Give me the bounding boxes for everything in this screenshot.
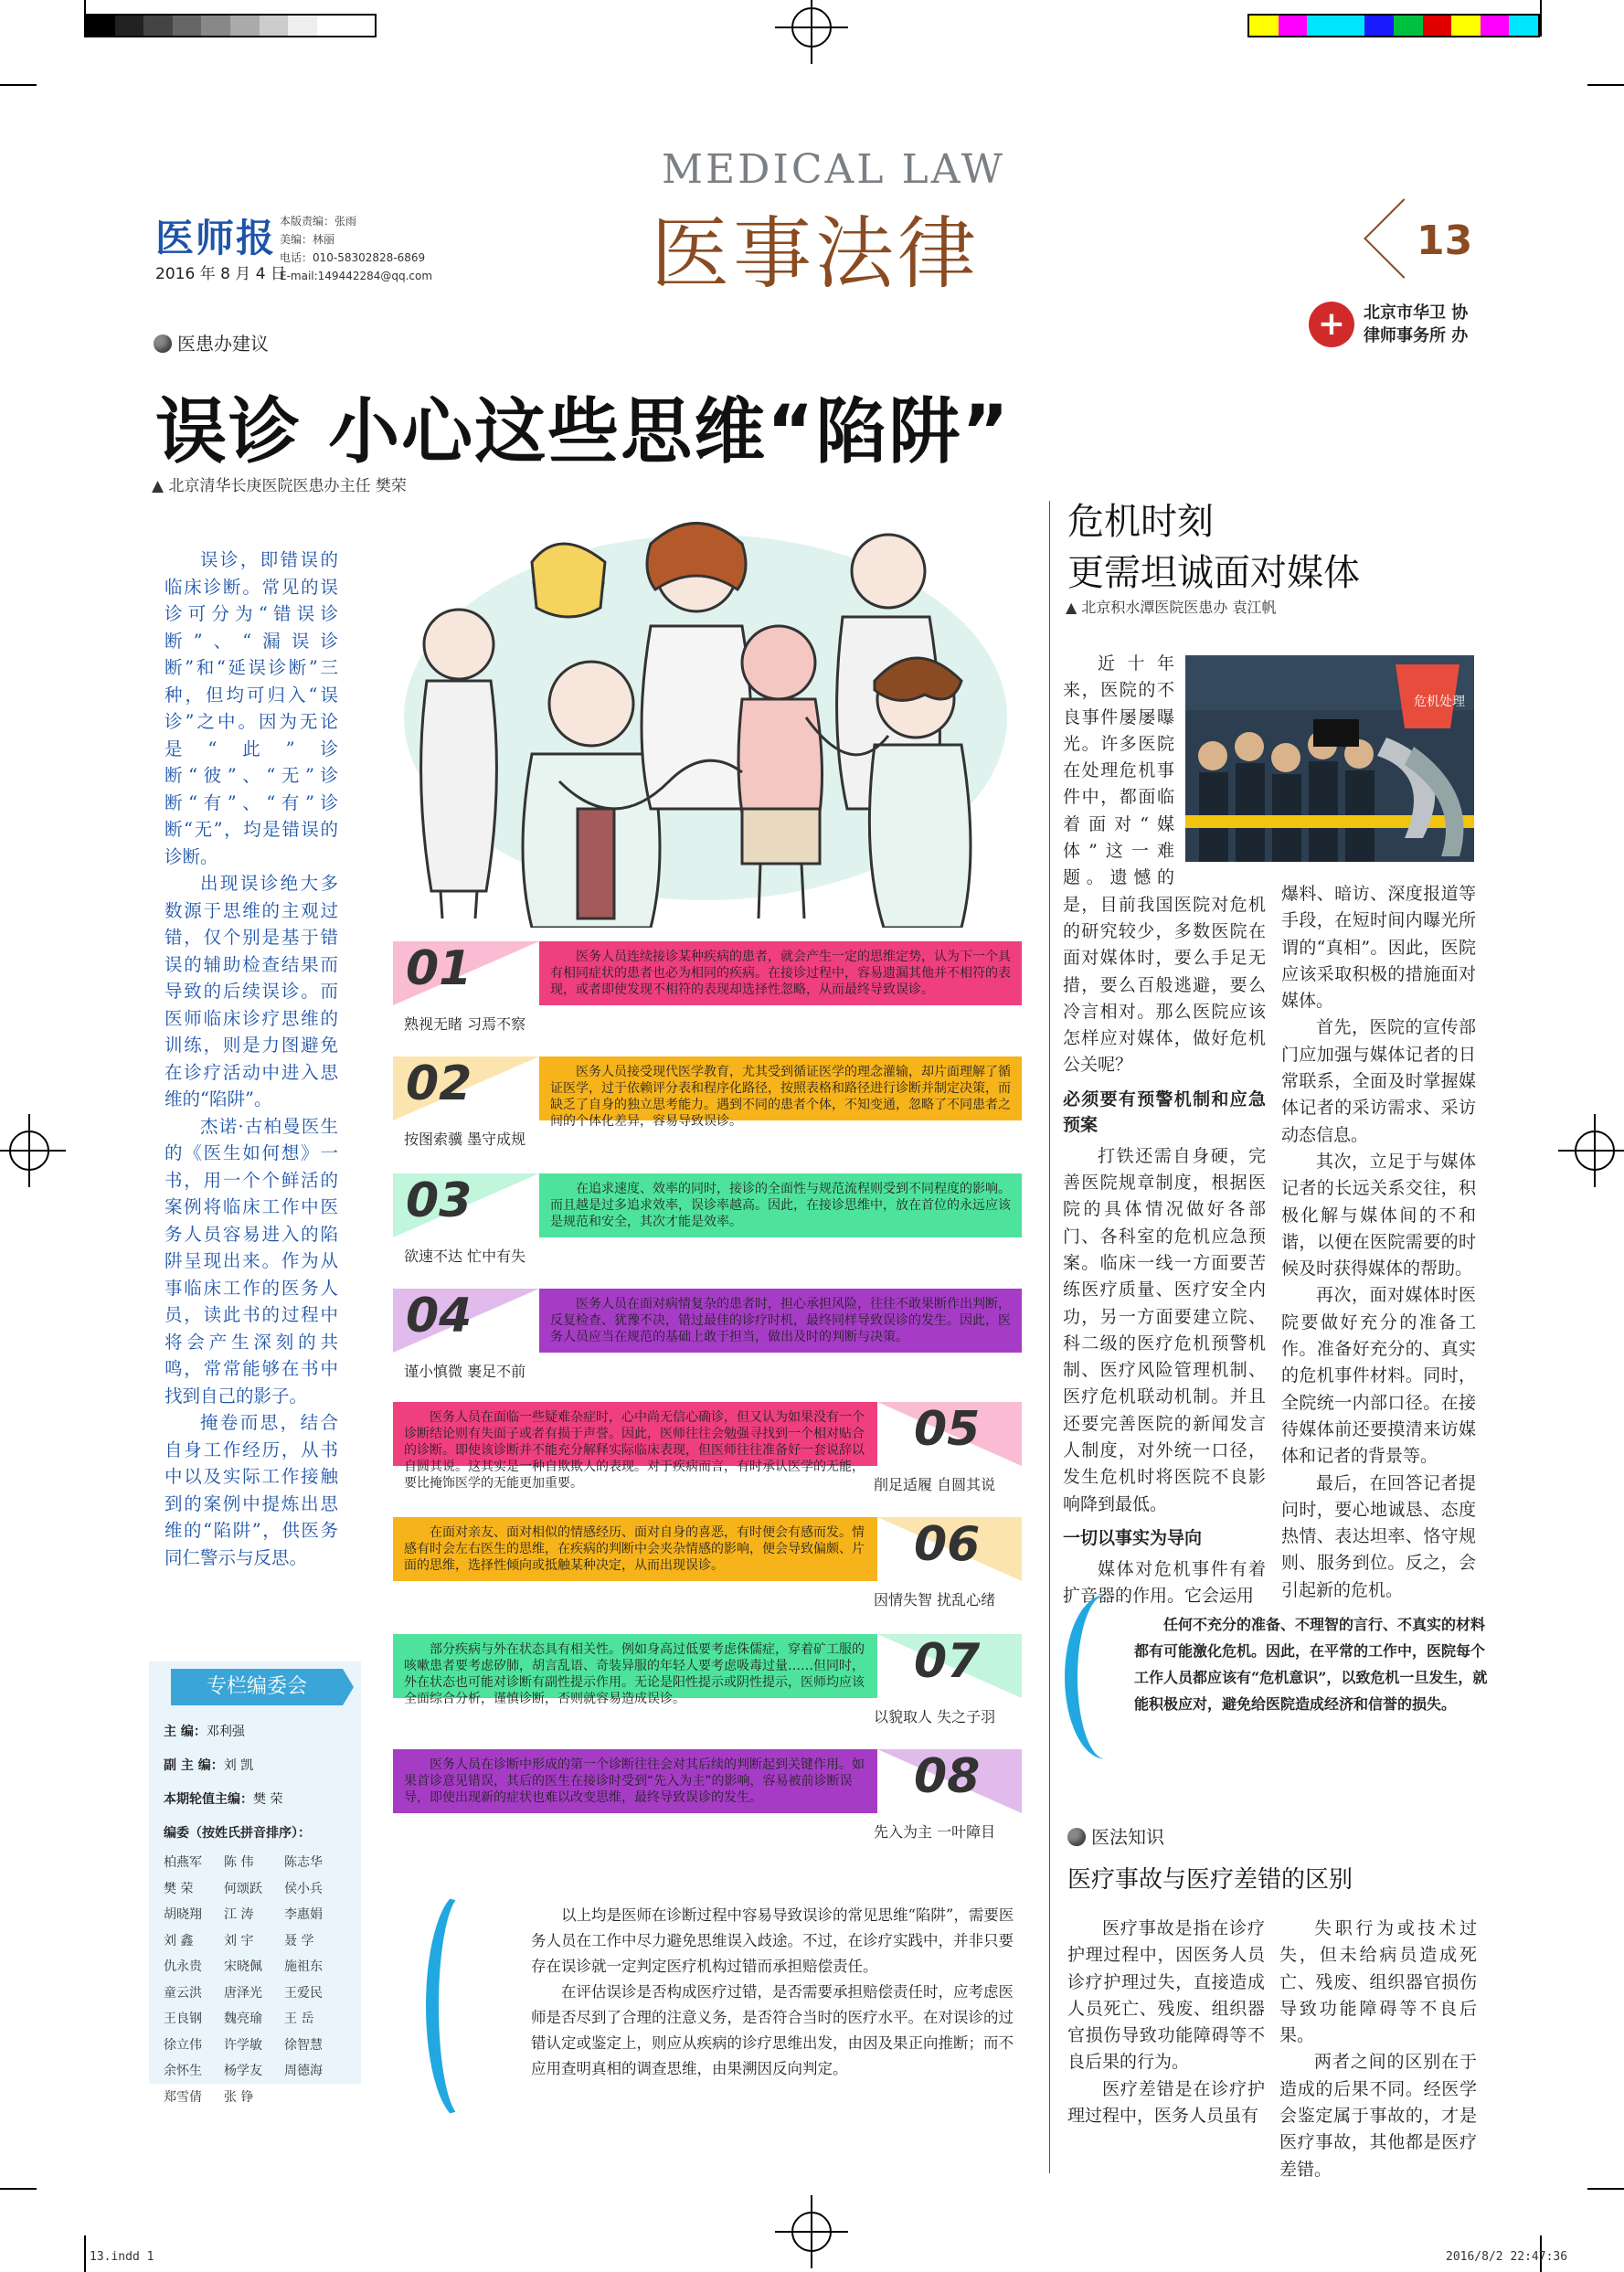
bullet-icon: [154, 334, 172, 353]
trap-title: 先入为主 一叶障目: [874, 1823, 996, 1841]
article2-col1: [1063, 651, 1266, 1610]
paragraph: 媒体对危机事件有着扩音器的作用。它会运用: [1063, 1558, 1266, 1607]
paragraph: 在评估误诊是否构成医疗过错，是否需要承担赔偿责任时，应考虑医师是否尽到了合理的注意义务，是否符合当时的医疗水平。在对误诊的过错认定或鉴定上，则应从疾病的诊疗思维出发，由因及果正向推断；而不应用查明真相的调查思维，由果溯因反向判定。: [531, 1983, 1014, 2077]
committee-row: [164, 1722, 245, 1740]
article3-col1: [1067, 1916, 1265, 2129]
sponsor-line: 北京市华卫 协: [1364, 303, 1469, 323]
committee-row: [164, 1756, 253, 1774]
trap-description: 医务人员连续接诊某种疾病的患者，就会产生一定的思维定势，认为下一个具有相同症状的患者也必为相同的疾病。在接诊过程中，容易遗漏其他并不相符的表现，或者即使发现不相符的表现却选择性忽略，从而最终导致误诊。: [539, 941, 1022, 1005]
committee-member: 郑雪倩: [164, 2089, 202, 2105]
trap-number: 06: [914, 1517, 981, 1572]
registration-gray-bar: [84, 14, 377, 37]
crosshair-bottom-icon: [791, 2212, 832, 2252]
article3-title: 医疗事故与医疗差错的区别: [1067, 1866, 1353, 1894]
article3-col2: [1279, 1916, 1477, 2183]
trap-card: [393, 1634, 1022, 1729]
article2-title: [1067, 496, 1360, 599]
committee-row: [164, 1823, 311, 1842]
committee-member: 李惠娟: [284, 1907, 323, 1922]
photo-sign-text: 危机处理: [1414, 695, 1465, 709]
paragraph: 掩卷而思，结合自身工作经历，从书中以及实际工作接触到的案例中提炼出思维的“陷阱”，供医务同仁警示与反思。: [165, 1412, 338, 1568]
crop-mark: [1587, 2188, 1624, 2190]
headline: 误诊 小心这些思维“陷阱”: [155, 391, 1011, 473]
trap-number: 02: [406, 1056, 472, 1111]
committee-member: 柏燕军: [164, 1855, 202, 1870]
meta-line: 本版责编：张雨: [280, 215, 357, 228]
quote-text: [1134, 1611, 1489, 1717]
doctors-cartoon-illustration: [377, 507, 1035, 928]
article-tag: [154, 329, 269, 356]
trap-title: 削足适履 自圆其说: [874, 1476, 996, 1493]
editorial-committee: [149, 1662, 361, 2105]
trap-description: 医务人员接受现代医学教育，尤其受到循证医学的理念灌输，却片面理解了循证医学，过于依赖评分表和程序化路径，按照表格和路径进行诊断并制定决策，而缺乏了自身的独立思考能力。遇到不同的患者个体，不知变通，忽略了不同患者之间的个体化差异，容易导致误诊。: [539, 1056, 1022, 1120]
meta-line: E-mail:149442284@qq.com: [280, 270, 433, 282]
trap-description: 在面对亲友、面对相似的情感经历、面对自身的喜恶，有时便会有感而发。情感有时会左右医生的思维，在疾病的判断中会夹杂情感的影响，便会导致偏颇、片面的思维，选择性倾向或抵触某种决定，从而出现误诊。: [393, 1517, 877, 1581]
paragraph: 再次，面对媒体时医院要做好充分的准备工作。准备好充分的、真实的危机事件材料。同时，全院统一内部口径。在接待媒体前还要摸清来访媒体和记者的背景等。: [1281, 1285, 1476, 1467]
paragraph: 其次，立足于与媒体记者的长远关系交往，积极化解与媒体间的不和谐，以便在医院需要的时候及时获得媒体的帮助。: [1281, 1151, 1476, 1279]
committee-label: 本期轮值主编：: [164, 1792, 253, 1807]
committee-member: 张 铮: [224, 2089, 254, 2105]
print-timestamp: 2016/8/2 22:47:36: [1446, 2250, 1568, 2264]
article3-tag-label: 医法知识: [1091, 1826, 1164, 1848]
trap-number: 07: [914, 1634, 981, 1689]
committee-member: 陈 伟: [224, 1855, 254, 1870]
byline: ▲ 北京清华长庚医院医患办主任 樊荣: [152, 477, 407, 495]
crop-mark: [0, 2188, 37, 2190]
committee-member: 童云洪: [164, 1985, 202, 2001]
article-tag-label: 医患办建议: [177, 333, 269, 355]
committee-member: 侯小兵: [284, 1881, 323, 1896]
trap-card: [393, 1173, 1022, 1269]
committee-member: 刘 宇: [224, 1933, 254, 1948]
committee-member: 宋晓佩: [224, 1959, 262, 1974]
committee-member: 仇永贵: [164, 1959, 202, 1974]
committee-member: 徐智慧: [284, 2037, 323, 2053]
crop-mark: [1587, 84, 1624, 86]
committee-member: 陈志华: [284, 1855, 323, 1870]
committee-member: 施祖东: [284, 1959, 323, 1974]
committee-member: 王爱民: [284, 1985, 323, 2001]
paragraph: 任何不充分的准备、不理智的言行、不真实的材料都有可能激化危机。因此，在平常的工作中，医院每个工作人员都应该有“危机意识”，以致危机一旦发生，就能积极应对，避免给医院造成经济和信誉的损失。: [1134, 1616, 1488, 1713]
committee-member: 何颂跃: [224, 1881, 262, 1896]
trap-title: 以貌取人 失之子羽: [874, 1708, 996, 1725]
bullet-icon: [1067, 1828, 1086, 1846]
trap-title: 欲速不达 忙中有失: [404, 1247, 526, 1265]
committee-member: 魏亮瑜: [224, 2012, 262, 2026]
meta-line: 美编：林丽: [280, 233, 335, 246]
page-number: 13: [1417, 218, 1473, 264]
trap-title: 熟视无睹 习焉不察: [404, 1015, 526, 1033]
committee-member: 余怀生: [164, 2064, 202, 2078]
committee-label: 副 主 编：: [164, 1758, 224, 1773]
article3-tag: [1067, 1822, 1164, 1849]
crosshair-right-icon: [1575, 1131, 1615, 1171]
newspaper-logo: 医师报: [155, 216, 277, 260]
trap-description: 部分疾病与外在状态具有相关性。例如身高过低要考虑侏儒症，穿着矿工服的咳嗽患者要考虑矽肺，胡言乱语、奇装异服的年轻人要考虑吸毒过量……但同时，外在状态也可能对诊断有副性提示作用。无论是阳性提示或阴性提示，医师均应该全面综合分析，谨慎诊断，否则就容易造成误诊。: [393, 1634, 877, 1698]
trap-description: 医务人员在诊断中形成的第一个诊断往往会对其后续的判断起到关键作用。如果首诊意见错误，其后的医生在接诊时受到“先入为主”的影响，容易被前诊断误导，即使出现新的症状也难以改变思维，最终导致误诊的发生。: [393, 1749, 877, 1813]
committee-member: 徐立伟: [164, 2037, 202, 2053]
committee-value: 刘 凯: [223, 1758, 254, 1773]
editor-meta: [280, 212, 432, 285]
file-info: 13.indd 1: [90, 2250, 154, 2264]
trap-description: 医务人员在面对病情复杂的患者时，担心承担风险，往往不敢果断作出判断，反复检查、犹豫不决，错过最佳的诊疗时机，最终同样导致误诊的发生。因此，医务人员应当在规范的基础上敢于担当，做出及时的判断与决策。: [539, 1289, 1022, 1353]
paragraph: 两者之间的区别在于造成的后果不同。经医学会鉴定属于事故的，才是医疗事故，其他都是医疗差错。: [1279, 2052, 1477, 2180]
paragraph: 出现误诊绝大多数源于思维的主观过错，仅个别是基于错误的辅助检查结果而导致的后续误诊。而医师临床诊疗思维的训练，则是力图避免在诊疗活动中进入思维的“陷阱”。: [165, 873, 338, 1109]
committee-member: 唐泽光: [224, 1985, 262, 2001]
committee-members: [164, 1850, 356, 2110]
section-title-cn: 医事法律: [651, 208, 980, 300]
trap-title: 因情失智 扰乱心绪: [874, 1591, 996, 1608]
committee-member: 聂 学: [284, 1933, 314, 1948]
crop-mark: [84, 2235, 86, 2272]
crosshair-left-icon: [9, 1131, 49, 1171]
title-line: 危机时刻: [1067, 501, 1214, 543]
crop-mark: [84, 0, 86, 37]
section-title-en: MEDICAL LAW: [662, 146, 1005, 193]
paragraph: 爆料、暗访、深度报道等手段，在短时间内曝光所谓的“真相”。因此，医院应该采取积极的措施面对媒体。: [1281, 884, 1476, 1012]
crop-mark: [1540, 0, 1542, 37]
trap-title: 谨小慎微 裹足不前: [404, 1363, 526, 1380]
trap-number: 01: [406, 941, 472, 996]
law-firm-logo-icon: [1309, 302, 1354, 347]
trap-card: [393, 1402, 1022, 1497]
publication-date: 2016 年 8 月 4 日: [155, 265, 286, 283]
crosshair-top-icon: [791, 7, 832, 48]
paragraph: 医疗事故是指在诊疗护理过程中，因医务人员诊疗护理过失，直接造成人员死亡、残废、组织器官损伤导致功能障碍等不良后果的行为。: [1067, 1918, 1265, 2073]
committee-member: 樊 荣: [164, 1881, 194, 1896]
crop-mark: [0, 84, 37, 86]
committee-label: 编委（按姓氏拼音排序）：: [164, 1826, 311, 1841]
intro-column: [165, 547, 338, 1571]
sponsor-line: 律师事务所 办: [1364, 326, 1469, 345]
committee-value: 邓利强: [206, 1725, 245, 1739]
trap-description: 在追求速度、效率的同时，接诊的全面性与规范流程则受到不同程度的影响。而且越是过多追求效率，误诊率越高。因此，在接诊思维中，放在首位的永远应该是规范和安全，其次才能是效率。: [539, 1173, 1022, 1237]
committee-member: 王良钢: [164, 2012, 202, 2026]
photo-float-spacer: [1174, 651, 1266, 868]
subheading: 一切以事实为导向: [1063, 1527, 1203, 1548]
paragraph: 以上均是医师在诊断过程中容易导致误诊的常见思维“陷阱”，需要医务人员在工作中尽力避免思维误入歧途。不过，在诊疗实践中，并非只要存在误诊就一定判定医疗机构过错而承担赔偿责任。: [531, 1906, 1014, 1975]
trap-card: [393, 1517, 1022, 1612]
trap-number: 04: [406, 1289, 472, 1343]
summary-note: [426, 1892, 1038, 2120]
committee-member: 胡晓翔: [164, 1907, 202, 1922]
subheading: 必须要有预警机制和应急预案: [1063, 1088, 1266, 1135]
committee-member: 刘 鑫: [164, 1933, 194, 1948]
title-line: 更需坦诚面对媒体: [1067, 552, 1360, 594]
trap-number: 05: [914, 1402, 981, 1457]
committee-row: [164, 1789, 282, 1808]
trap-card: [393, 1289, 1022, 1384]
column-divider: [1049, 501, 1050, 2173]
trap-number: 03: [406, 1173, 472, 1228]
summary-text: [531, 1903, 1024, 2082]
article2-quote: [1065, 1595, 1488, 1768]
committee-member: 许学敏: [224, 2037, 262, 2053]
committee-member: 江 涛: [224, 1907, 254, 1922]
paragraph: 失职行为或技术过失，但未给病员造成死亡、残废、组织器官损伤导致功能障碍等不良后果。: [1279, 1918, 1477, 2046]
trap-title: 按图索骥 墨守成规: [404, 1131, 526, 1148]
meta-line: 电话：010-58302828-6869: [280, 251, 426, 264]
paragraph: 首先，医院的宣传部门应加强与媒体记者的日常联系，全面及时掌握媒体记者的采访需求、采访动态信息。: [1281, 1017, 1476, 1145]
paragraph: 医疗差错是在诊疗护理过程中，医务人员虽有: [1067, 2078, 1265, 2127]
registration-color-bar: [1247, 14, 1540, 37]
sponsor-credit: [1364, 302, 1468, 347]
committee-member: 周德海: [284, 2064, 323, 2078]
paragraph: 杰诺·古柏曼医生的《医生如何想》一书，用一个个鲜活的案例将临床工作中医务人员容易进入的陷阱呈现出来。作为从事临床工作的医务人员，读此书的过程中将会产生深刻的共鸣，常常能够在书中找到自己的影子。: [165, 1115, 338, 1407]
article2-col2: [1281, 881, 1476, 1604]
trap-card: [393, 1056, 1022, 1152]
trap-description: 医务人员在面临一些疑难杂症时，心中尚无信心确诊，但又认为如果没有一个诊断结论则有失面子或者有损于声誉。因此，医师往往会勉强寻找到一个相对贴合的诊断。即使该诊断并不能充分解释实际临床表现，但医师往往准备好一套说辞以自圆其说。这其实是一种自欺欺人的表现。对于疾病而言，有时承认医学的无能，要比掩饰医学的无能更加重要。: [393, 1402, 877, 1466]
trap-card: [393, 1749, 1022, 1844]
trap-number: 08: [914, 1749, 981, 1804]
paragraph: 近十年来，医院的不良事件屡屡曝光。许多医院在处理危机事件中，都面临着面对“媒体”这一难题。遗憾的是，目前我国医院对危机的研究较少，多数医院在面对媒体时，要么手足无措，要么百般逃避，要么冷言相对。那么医院应该怎样应对媒体，做好危机公关呢？: [1063, 653, 1266, 1076]
paragraph: 打铁还需自身硬，完善医院规章制度，根据医院的具体情况做好各部门、各科室的危机应急预案。临床一线一方面要苦练医疗质量、医疗安全内功，另一方面要建立院、科二级的医疗危机预警机制、医疗风险管理机制、医疗危机联动机制。并且还要完善医院的新闻发言人制度，对外统一口径，发生危机时将医院不良影响降到最低。: [1063, 1145, 1266, 1514]
committee-member: 王 岳: [284, 2012, 314, 2026]
committee-member: 杨学友: [224, 2064, 262, 2078]
trap-card: [393, 941, 1022, 1036]
paragraph: 误诊，即错误的临床诊断。常见的误诊可分为“错误诊断”、“漏误诊断”和“延误诊断”三种，但均可归入“误诊”之中。因为无论是“此”诊断“彼”、“无”诊断“有”、“有”诊断“无”，均是错误的诊断。: [165, 549, 338, 867]
committee-label: 主 编：: [164, 1725, 207, 1739]
paragraph: 最后，在回答记者提问时，要心地诚恳、态度热情、表达坦率、恪守规则、服务到位。反之，会引起新的危机。: [1281, 1472, 1476, 1600]
committee-value: 樊 荣: [253, 1792, 283, 1807]
decorative-arc-icon: [426, 1892, 499, 2120]
article2-byline: ▲ 北京积水潭医院医患办 袁江帆: [1066, 599, 1277, 616]
committee-title: 专栏编委会: [171, 1669, 343, 1705]
